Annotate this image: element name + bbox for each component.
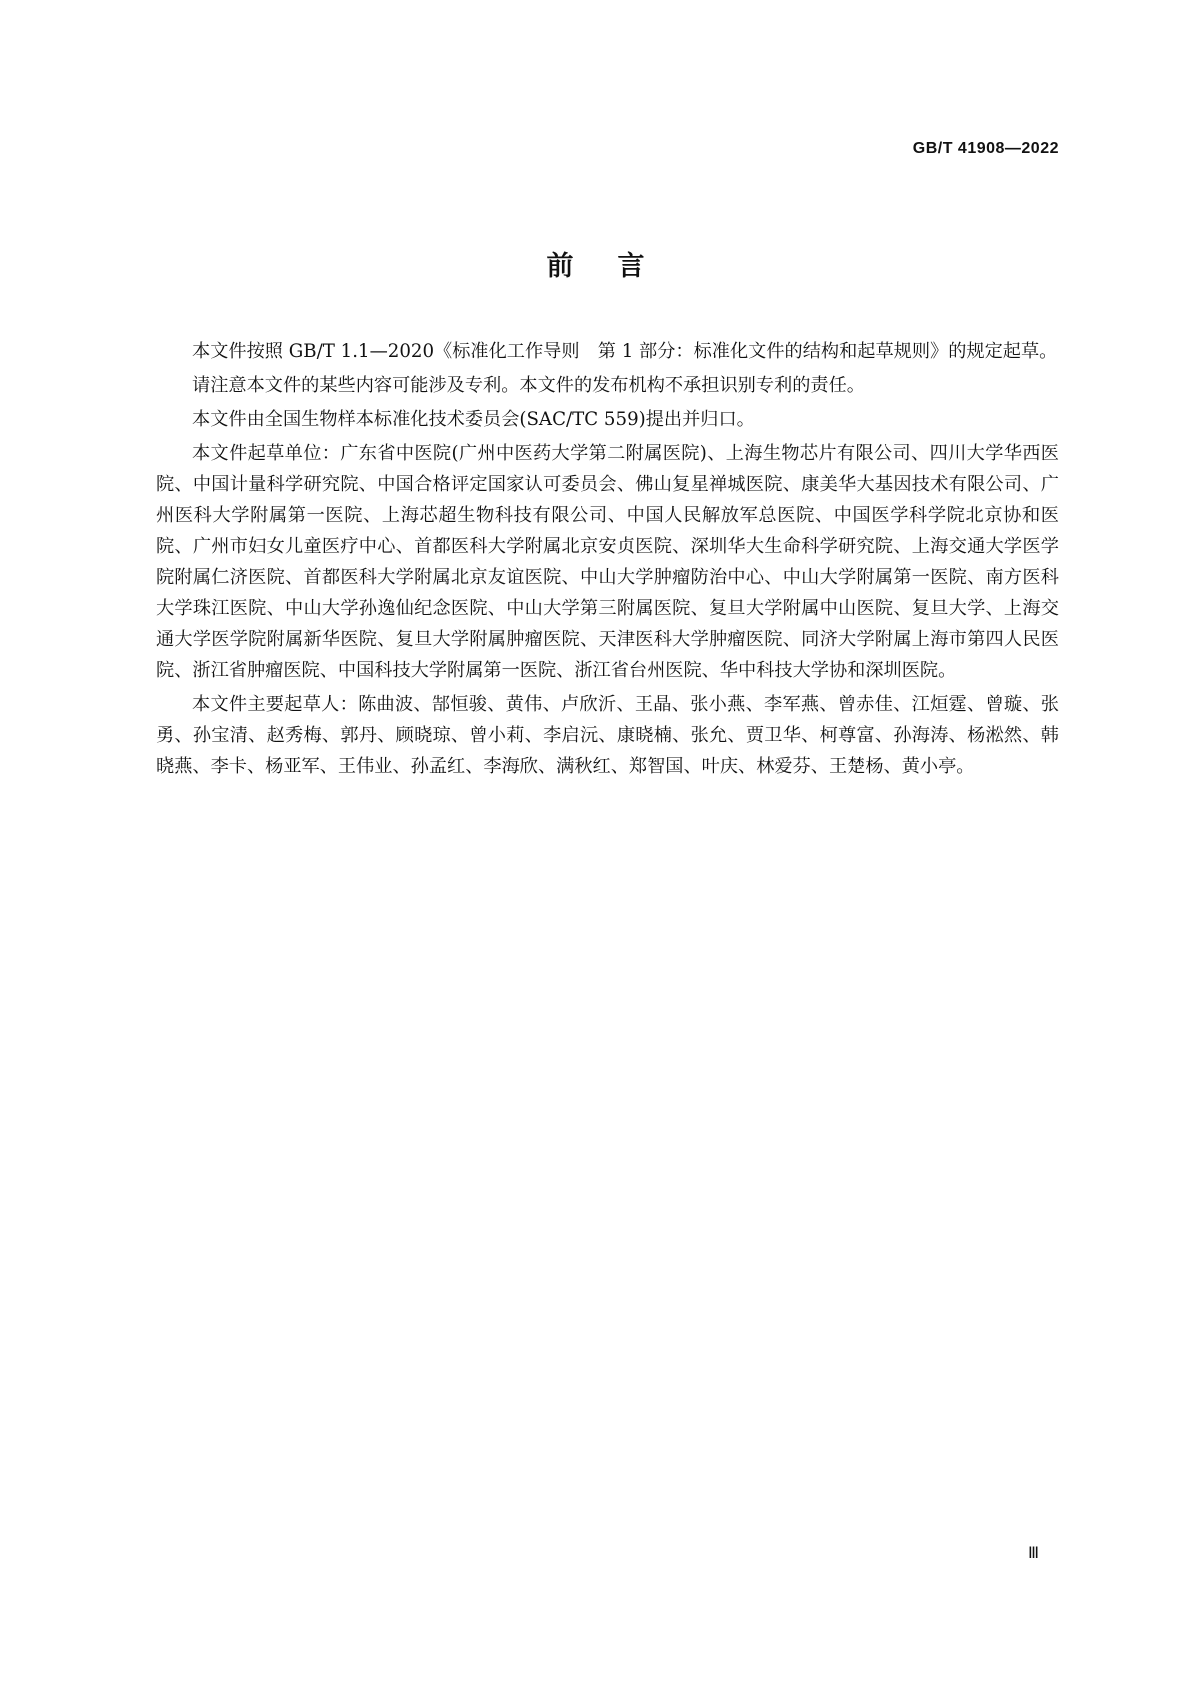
page-title: 前言 bbox=[546, 251, 689, 282]
paragraph-drafters: 本文件主要起草人：陈曲波、郜恒骏、黄伟、卢欣沂、王晶、张小燕、李军燕、曾赤佳、江烜霆、曾璇、张勇、孙宝清、赵秀梅、郭丹、顾晓琼、曾小莉、李启沅、康晓楠、张允、贾卫华、柯尊富、孙海涛、杨淞然、韩晓燕、李卡、杨亚军、王伟业、孙孟红、李海欣、满秋红、郑智国、叶庆、林爱芬、王楚杨、黄小亭。 bbox=[156, 694, 1059, 777]
standard-code: GB/T 41908—2022 bbox=[912, 140, 1059, 157]
paragraph-drafting-rules: 本文件按照 GB/T 1.1—2020《标准化工作导则 第 1 部分：标准化文件的结构和起草规则》的规定起草。 bbox=[192, 341, 1058, 362]
preface-body bbox=[156, 336, 1059, 785]
paragraph-drafting-units: 本文件起草单位：广东省中医院(广州中医药大学第二附属医院)、上海生物芯片有限公司、四川大学华西医院、中国计量科学研究院、中国合格评定国家认可委员会、佛山复星禅城医院、康美华大基因技术有限公司、广州医科大学附属第一医院、上海芯超生物科技有限公司、中国人民解放军总医院、中国医学科学院北京协和医院、广州市妇女儿童医疗中心、首都医科大学附属北京安贞医院、深圳华大生命科学研究院、上海交通大学医学院附属仁济医院、首都医科大学附属北京友谊医院、中山大学肿瘤防治中心、中山大学附属第一医院、南方医科大学珠江医院、中山大学孙逸仙纪念医院、中山大学第三附属医院、复旦大学附属中山医院、复旦大学、上海交通大学医学院附属新华医院、复旦大学附属肿瘤医院、天津医科大学肿瘤医院、同济大学附属上海市第四人民医院、浙江省肿瘤医院、中国科技大学附属第一医院、浙江省台州医院、华中科技大学协和深圳医院。 bbox=[156, 443, 1059, 681]
paragraph-patent-notice: 请注意本文件的某些内容可能涉及专利。本文件的发布机构不承担识别专利的责任。 bbox=[192, 375, 865, 396]
page-number: Ⅲ bbox=[1028, 1545, 1040, 1562]
paragraph-proposer: 本文件由全国生物样本标准化技术委员会(SAC/TC 559)提出并归口。 bbox=[192, 409, 755, 430]
